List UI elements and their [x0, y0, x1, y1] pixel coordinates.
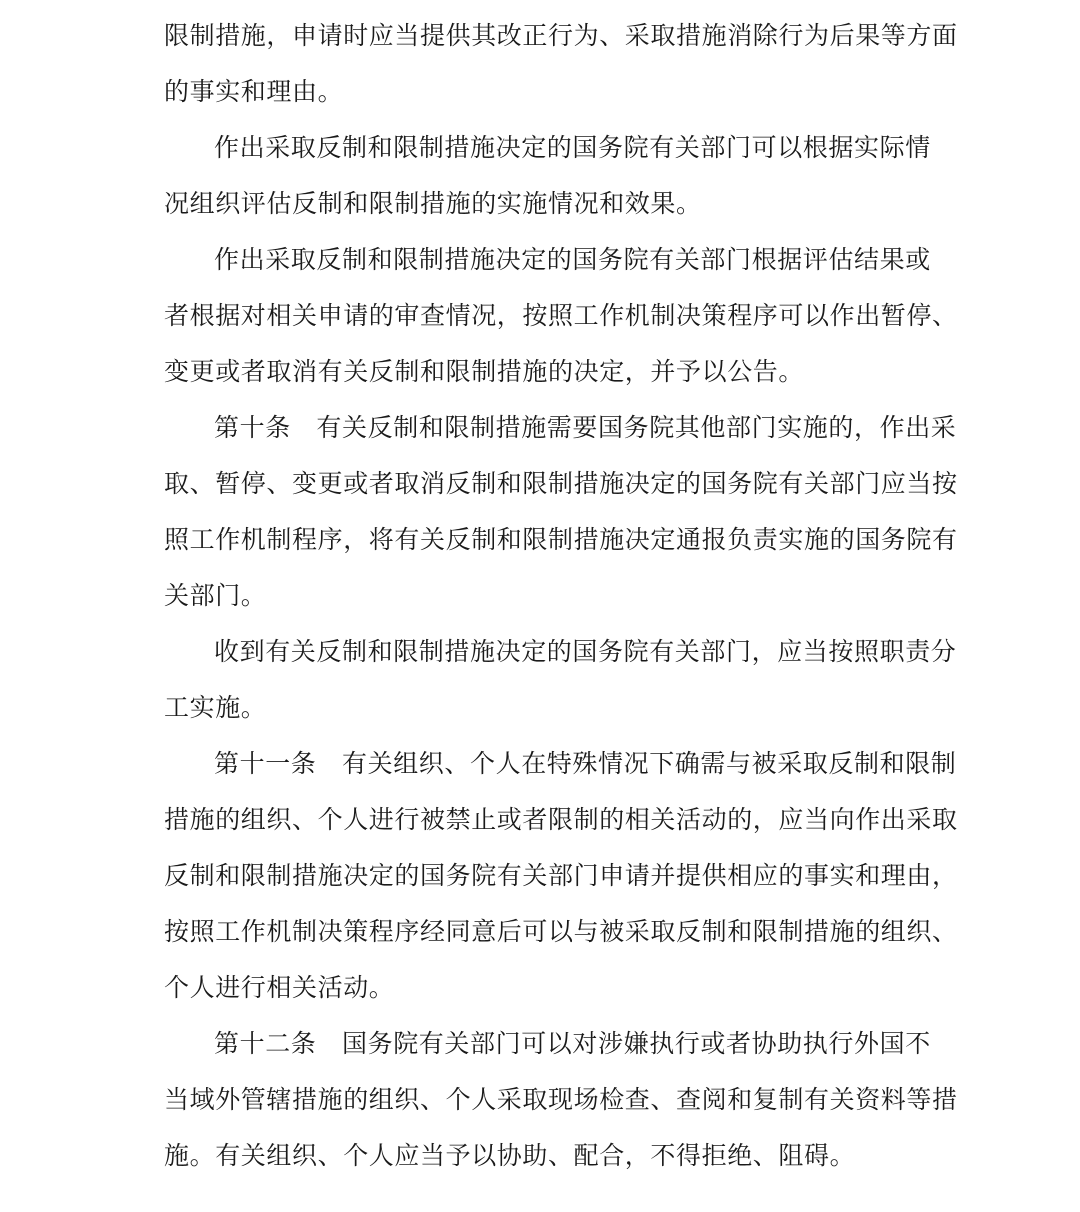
- article-10-heading-line: 第十条 有关反制和限制措施需要国务院其他部门实施的，作出采: [214, 413, 957, 442]
- article-12-heading-line: 第十二条 国务院有关部门可以对涉嫌执行或者协助执行外国不: [214, 1029, 931, 1058]
- text-line: 者根据对相关申请的审查情况，按照工作机制决策程序可以作出暂停、: [164, 301, 958, 330]
- text-line: 措施的组织、个人进行被禁止或者限制的相关活动的，应当向作出采取: [164, 805, 958, 834]
- text-line: 当域外管辖措施的组织、个人采取现场检查、查阅和复制有关资料等措: [164, 1085, 958, 1114]
- text-line: 按照工作机制决策程序经同意后可以与被采取反制和限制措施的组织、: [164, 917, 958, 946]
- text-line: 况组织评估反制和限制措施的实施情况和效果。: [164, 189, 702, 218]
- text-line: 个人进行相关活动。: [164, 973, 395, 1002]
- paragraph-start-line: 作出采取反制和限制措施决定的国务院有关部门可以根据实际情: [214, 133, 931, 162]
- article-11-heading-line: 第十一条 有关组织、个人在特殊情况下确需与被采取反制和限制: [214, 749, 957, 778]
- text-line: 照工作机制程序，将有关反制和限制措施决定通报负责实施的国务院有: [164, 525, 958, 554]
- text-line: 施。有关组织、个人应当予以协助、配合，不得拒绝、阻碍。: [164, 1141, 856, 1170]
- text-line: 反制和限制措施决定的国务院有关部门申请并提供相应的事实和理由，: [164, 861, 958, 890]
- paragraph-start-line: 收到有关反制和限制措施决定的国务院有关部门，应当按照职责分: [214, 637, 957, 666]
- text-line: 的事实和理由。: [164, 77, 344, 106]
- text-line: 工实施。: [164, 693, 267, 722]
- text-line: 取、暂停、变更或者取消反制和限制措施决定的国务院有关部门应当按: [164, 469, 958, 498]
- text-line: 关部门。: [164, 581, 267, 610]
- paragraph-start-line: 作出采取反制和限制措施决定的国务院有关部门根据评估结果或: [214, 245, 931, 274]
- text-line: 变更或者取消有关反制和限制措施的决定，并予以公告。: [164, 357, 805, 386]
- text-line: 限制措施，申请时应当提供其改正行为、采取措施消除行为后果等方面: [164, 21, 958, 50]
